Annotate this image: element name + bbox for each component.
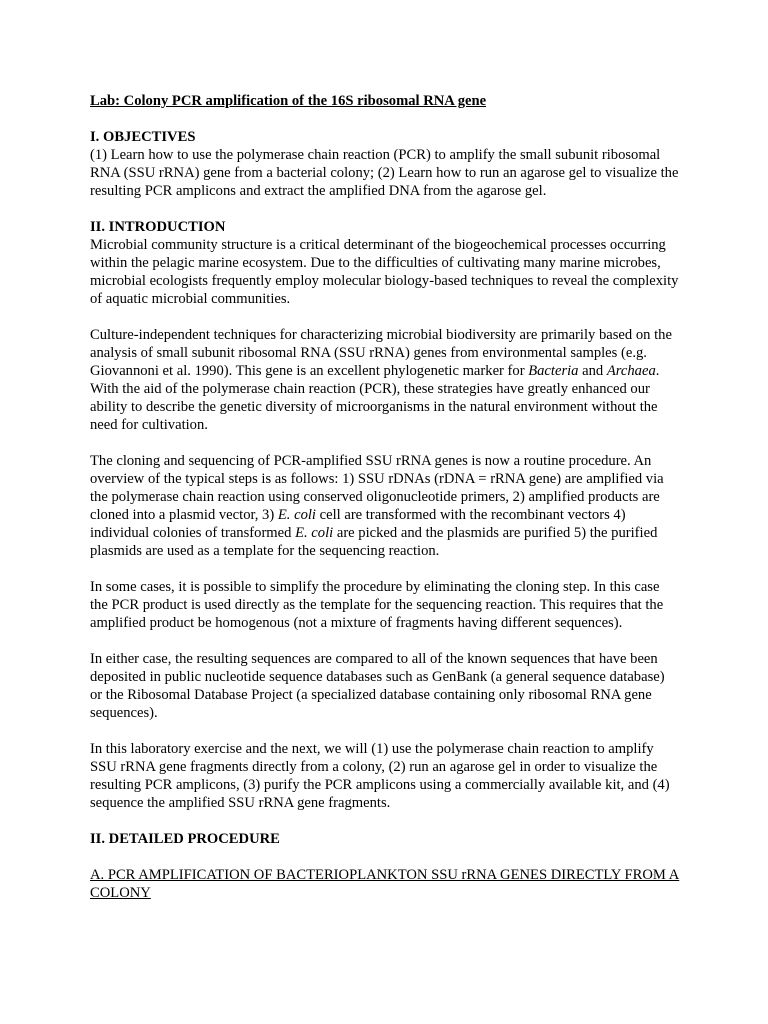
objectives-text: (1) Learn how to use the polymerase chain reaction (PCR) to amplify the small subunit ribosomal RNA (SSU rRNA) gene from a bacterial colony; (2) Learn how to run an agarose gel to visualize the resulting PCR amplicons and extract the amplified DNA from the agarose gel. <box>90 147 679 199</box>
p2-italic-archaea: Archaea <box>606 363 656 379</box>
p2-text-2: and <box>578 363 607 379</box>
procedure-subheading: A. PCR AMPLIFICATION OF BACTERIOPLANKTON SSU rRNA GENES DIRECTLY FROM A COLONY <box>90 867 680 901</box>
introduction-heading: II. INTRODUCTION <box>90 219 226 235</box>
p2-text-3: . With the aid of the polymerase chain reaction (PCR), these strategies have greatly enhanced our ability to describe the genetic diversity of microorganisms in the natural environment without the need for cultivation. <box>90 363 660 433</box>
p3-text-1: The cloning and sequencing of PCR-amplified SSU rRNA genes is now a routine procedure. An overview of the typical steps is as follows: 1) SSU rDNAs (rDNA = rRNA gene) are amplified via the polymerase chain reaction using conserved oligonucleotide primers, 2) amplified products are cloned into a plasmid vector, 3) <box>90 453 664 523</box>
introduction-paragraph-1: Microbial community structure is a critical determinant of the biogeochemical processes occurring within the pelagic marine ecosystem. Due to the difficulties of cultivating many marine microbes, microbial ecologists frequently employ molecular biology-based techniques to reveal the complexity of aquatic microbial communities. <box>90 237 679 307</box>
p3-text-2: cell are transformed with the recombinant vectors 4) individual colonies of transformed <box>90 507 626 541</box>
objectives-heading: I. OBJECTIVES <box>90 129 196 145</box>
p2-italic-bacteria: Bacteria <box>528 363 579 379</box>
document-title: Lab: Colony PCR amplification of the 16S ribosomal RNA gene <box>90 93 487 109</box>
p3-italic-ecoli-2: E. coli <box>295 525 334 541</box>
introduction-paragraph-6: In this laboratory exercise and the next, we will (1) use the polymerase chain reaction to amplify SSU rRNA gene fragments directly from a colony, (2) run an agarose gel in order to visualize the resulting PCR amplicons, (3) purify the PCR amplicons using a commercially available kit, and (4) sequence the amplified SSU rRNA gene fragments. <box>90 741 670 811</box>
procedure-heading: II. DETAILED PROCEDURE <box>90 831 280 847</box>
p2-text-1: Culture-independent techniques for characterizing microbial biodiversity are primarily based on the analysis of small subunit ribosomal RNA (SSU rRNA) genes from environmental samples (e.g. Giovannoni et al. 1990). This gene is an excellent phylogenetic marker for <box>90 327 672 379</box>
document-page <box>90 92 680 902</box>
introduction-paragraph-4: In some cases, it is possible to simplify the procedure by eliminating the cloning step. In this case the PCR product is used directly as the template for the sequencing reaction. This requires that the amplified product be homogenous (not a mixture of fragments having different sequences). <box>90 579 664 631</box>
introduction-paragraph-2 <box>90 326 680 434</box>
introduction-paragraph-3 <box>90 452 680 560</box>
p3-italic-ecoli-1: E. coli <box>277 507 316 523</box>
introduction-paragraph-5: In either case, the resulting sequences are compared to all of the known sequences that have been deposited in public nucleotide sequence databases such as GenBank (a general sequence database) or the Ribosomal Database Project (a specialized database containing only ribosomal RNA gene sequences). <box>90 651 665 721</box>
p3-text-3: are picked and the plasmids are purified 5) the purified plasmids are used as a template for the sequencing reaction. <box>90 525 658 559</box>
